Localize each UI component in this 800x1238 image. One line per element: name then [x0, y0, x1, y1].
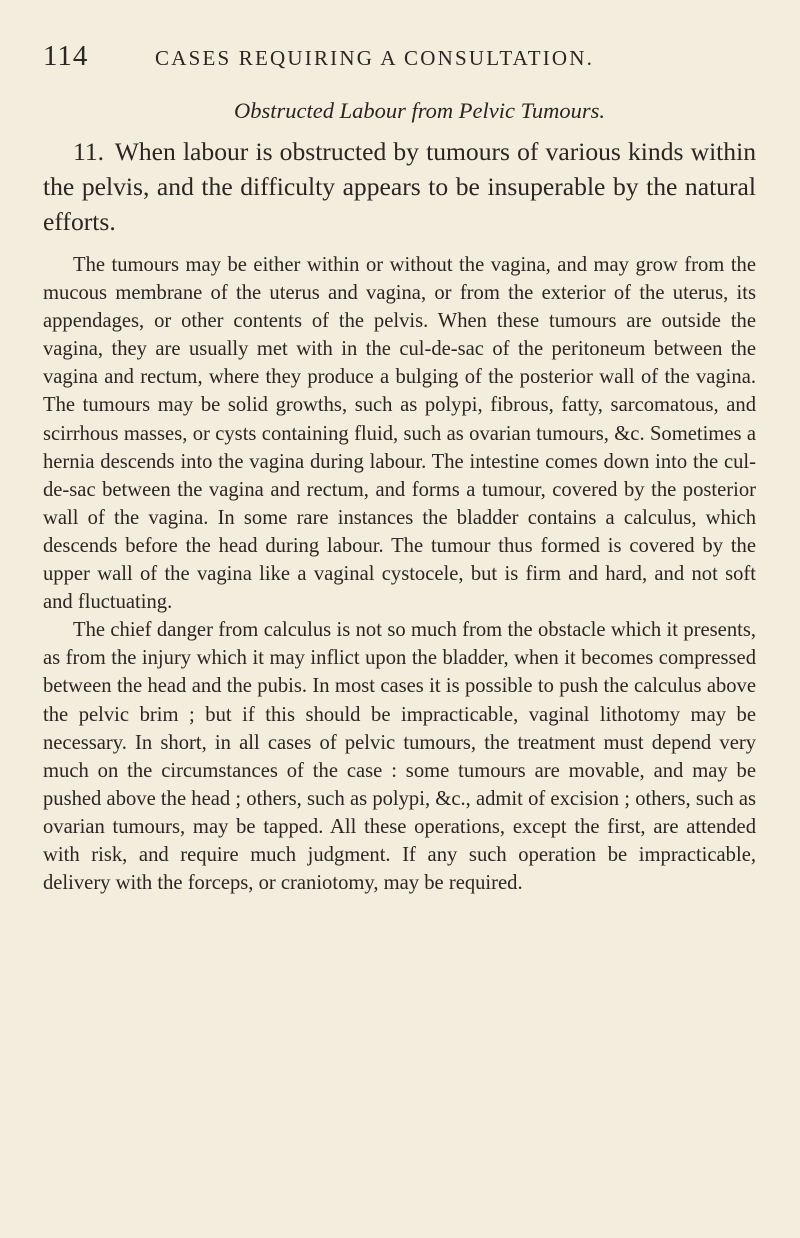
page-number: 114 [43, 40, 89, 72]
body-paragraph-1: The tumours may be either within or without the vagina, and may grow from the mucous membrane of the uterus and vagina, or from the exterior of the uterus, its appendages, or other contents of the pelvis. When these tumours are outside the vagina, they are usually met with in the cul-de-sac of the peritoneum between the vagina and rectum, where they produce a bulging of the posterior wall of the vagina. The tumours may be solid growths, such as polypi, fibrous, fatty, sarcomatous, and scirrhous masses, or cysts containing fluid, such as ovarian tumours, &c. Sometimes a hernia descends into the vagina during labour. The intestine comes down into the cul-de-sac between the vagina and rectum, and forms a tumour, covered by the posterior wall of the vagina. In some rare instances the bladder contains a calculus, which descends before the head during labour. The tumour thus formed is covered by the upper wall of the vagina like a vaginal cystocele, but is firm and hard, and not soft and fluctuating. [43, 254, 756, 614]
body-paragraph-2: The chief danger from calculus is not so much from the obstacle which it presents, as from the injury which it may inflict upon the bladder, when it becomes compressed between the head and the pubis. In most cases it is possible to push the calculus above the pelvic brim ; but if this should be impracticable, vaginal lithotomy may be necessary. In short, in all cases of pelvic tumours, the treatment must depend very much on the circumstances of the case : some tumours are movable, and may be pushed above the head ; others, such as polypi, &c., admit of excision ; others, such as ovarian tumours, may be tapped. All these operations, except the first, are attended with risk, and require much judgment. If any such operation be impracticable, delivery with the forceps, or craniotomy, may be required. [43, 619, 756, 895]
paragraph-number: 11. [73, 137, 105, 166]
running-head-title: CASES REQUIRING A CONSULTATION. [155, 46, 595, 70]
section-heading: Obstructed Labour from Pelvic Tumours. [233, 98, 606, 123]
lead-paragraph [43, 134, 756, 239]
lead-paragraph-text: When labour is obstructed by tumours of various kinds within the pelvis, and the difficulty appears to be insuperable by the natural efforts. [43, 137, 756, 236]
running-head [43, 40, 756, 84]
